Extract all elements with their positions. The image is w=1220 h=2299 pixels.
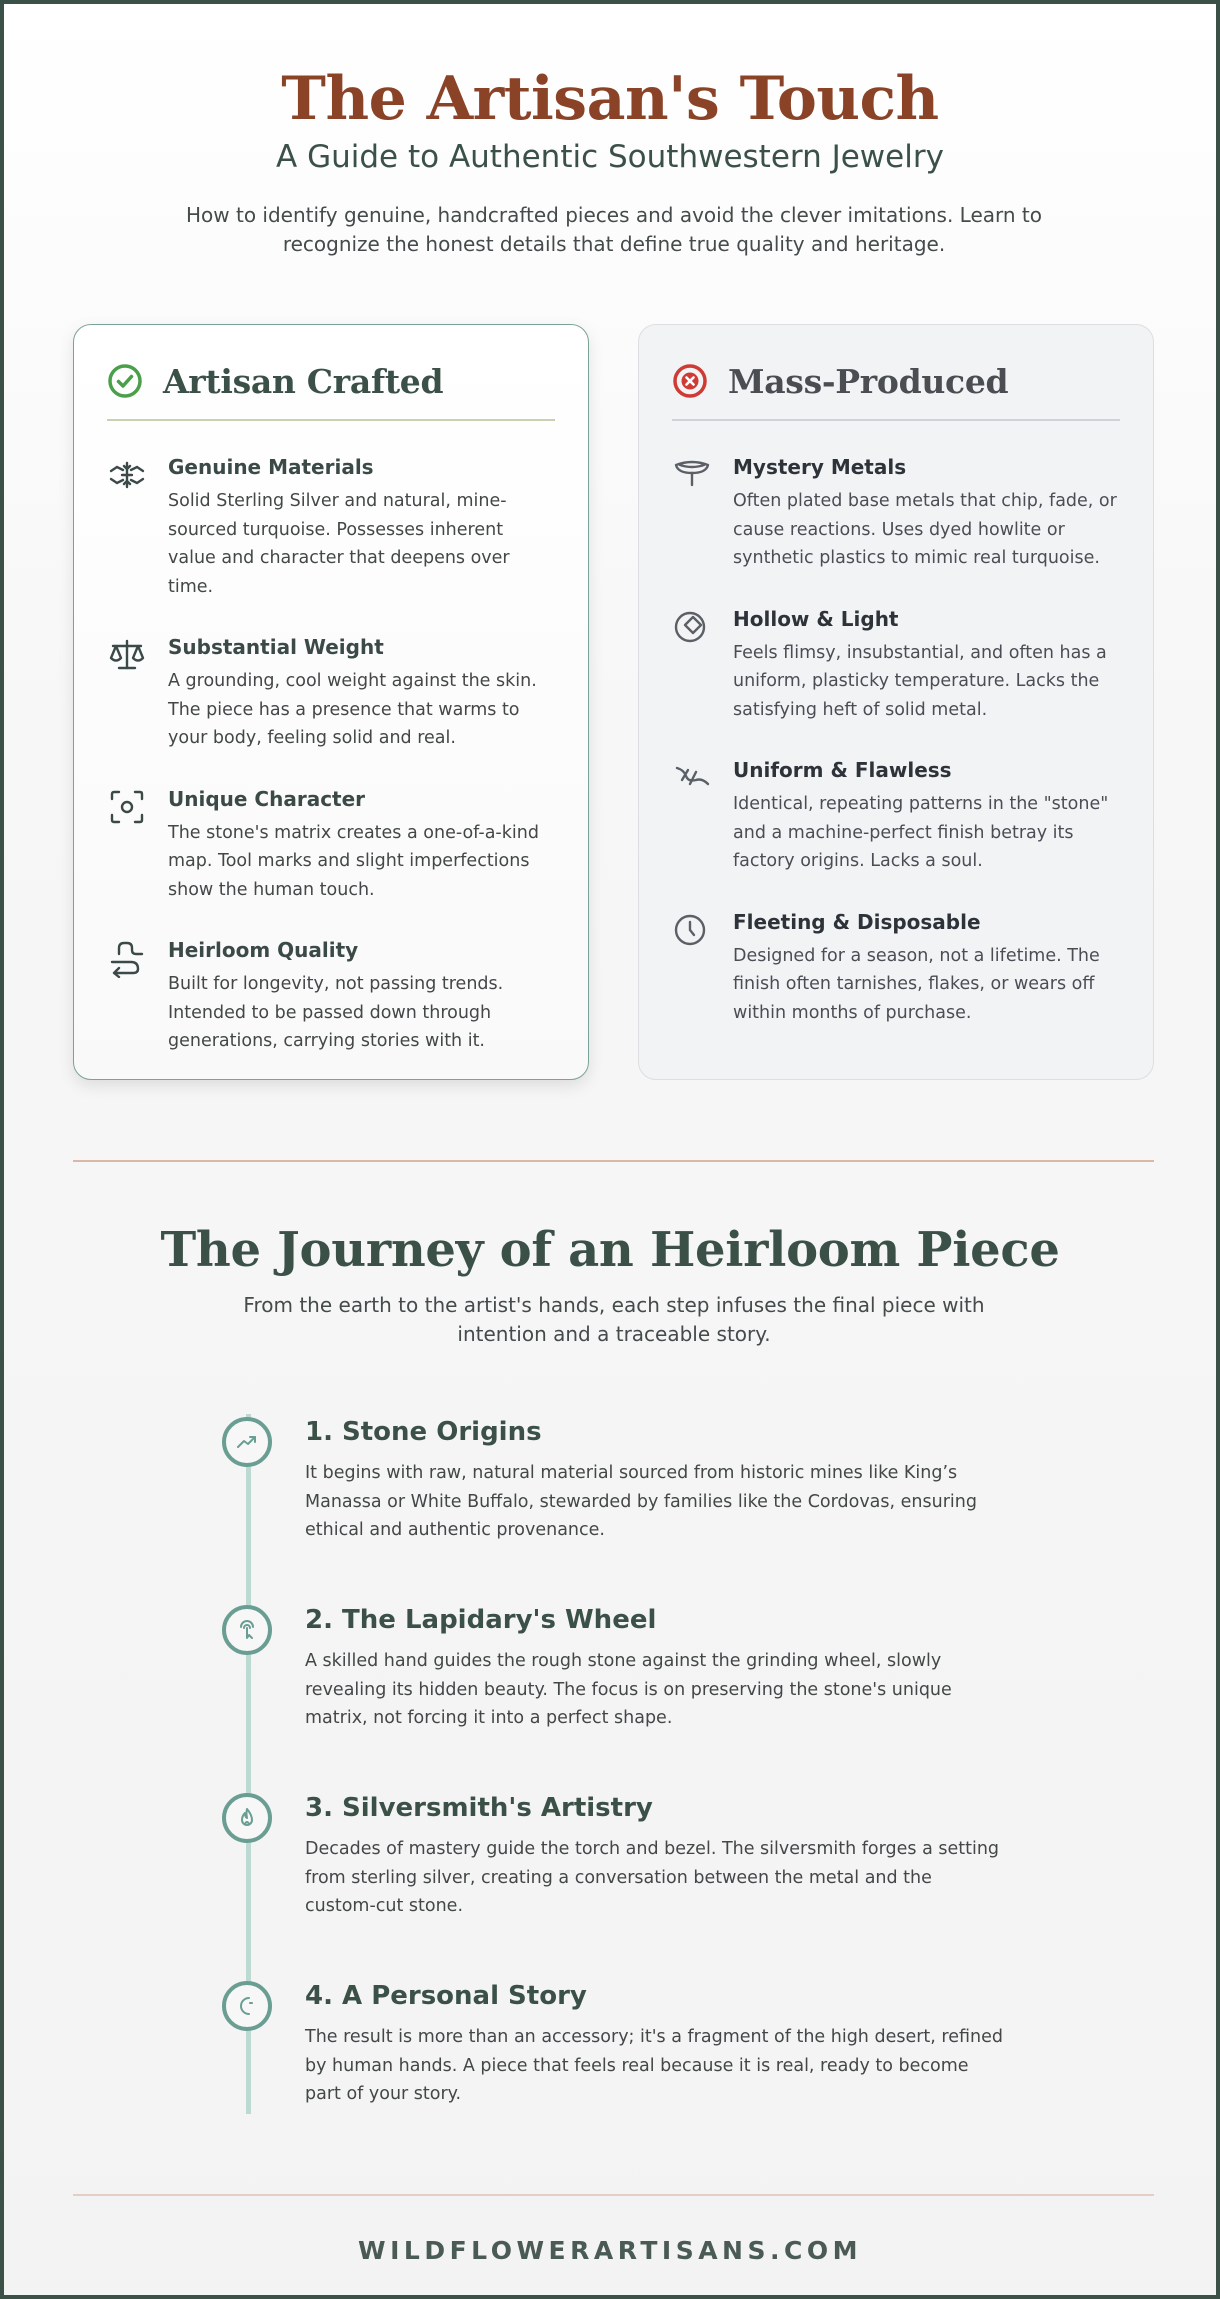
footer-site-link[interactable]: WILDFLOWERARTISANS.COM (358, 2236, 862, 2265)
feature-item (672, 455, 1120, 573)
step-title: 3. Silversmith's Artistry (305, 1793, 653, 1823)
feature-title: Hollow & Light (733, 606, 899, 631)
feature-title: Mystery Metals (733, 455, 907, 479)
feature-title: Substantial Weight (168, 635, 384, 659)
feature-title: Fleeting & Disposable (733, 909, 981, 934)
scribble-icon (672, 758, 712, 798)
x-circle-icon (672, 363, 708, 399)
step-marker (222, 1981, 272, 2031)
step-title: 4. A Personal Story (305, 1981, 587, 2011)
feature-item (107, 938, 555, 1056)
mass-card-title: Mass-Produced (728, 361, 1009, 401)
step-marker (222, 1793, 272, 1843)
mass-produced-card (638, 324, 1154, 1080)
feature-desc: Built for longevity, not passing trends. Intended to be passed down through generations, carrying stories with it. (168, 974, 504, 1051)
feature-desc: The stone's matrix creates a one-of-a-kind map. Tool marks and slight imperfections show the human touch. (168, 822, 539, 900)
artisan-card-divider (107, 419, 555, 421)
feature-item (672, 910, 1120, 1028)
feature-desc: Identical, repeating patterns in the "stone" and a machine-perfect finish betray its factory origins. Lacks a soul. (733, 794, 1109, 871)
feature-item (107, 455, 555, 601)
journey-intro: From the earth to the artist's hands, each step infuses the final piece with intention and a traceable story. (243, 1293, 985, 1346)
journey-title: The Journey of an Heirloom Piece (160, 1222, 1060, 1278)
feature-title: Uniform & Flawless (733, 758, 952, 782)
pointer-icon (235, 1618, 259, 1642)
trend-icon (235, 1430, 259, 1454)
feature-desc: Feels flimsy, insubstantial, and often has a uniform, plasticky temperature. Lacks the satisfying heft of solid metal. (733, 642, 1107, 720)
feature-desc: Often plated base metals that chip, fade, or cause reactions. Uses dyed howlite or synthetic plastics to mimic real turquoise. (733, 491, 1117, 568)
flame-icon (235, 1806, 259, 1830)
intro-text: How to identify genuine, handcrafted pieces and avoid the clever imitations. Learn to recognize the honest details that define true quality and heritage. (186, 203, 1042, 256)
scale-icon (107, 635, 147, 675)
footer-divider (73, 2194, 1154, 2196)
artisan-card-title: Artisan Crafted (163, 361, 444, 401)
mushroom-icon (672, 455, 712, 495)
return-arrow-icon (107, 938, 147, 978)
mass-card-divider (672, 419, 1120, 421)
feature-title: Heirloom Quality (168, 938, 359, 962)
artisan-card (73, 324, 589, 1080)
moon-icon (235, 1994, 259, 2018)
page-title: The Artisan's Touch (281, 64, 939, 134)
feature-item (672, 607, 1120, 725)
step-desc: It begins with raw, natural material sourced from historic mines like King’s Manassa or White Buffalo, stewarded by families like the Cordovas, ensuring ethical and authentic provenance. (305, 1463, 977, 1540)
feature-desc: A grounding, cool weight against the skin. The piece has a presence that warms to your body, feeling solid and real. (168, 671, 537, 748)
mass-card-header (672, 359, 1120, 403)
feature-item (672, 758, 1120, 876)
diamond-circle-icon (672, 607, 712, 647)
page-subtitle: A Guide to Authentic Southwestern Jewelry (276, 139, 944, 175)
focus-icon (107, 787, 147, 827)
step-desc: A skilled hand guides the rough stone against the grinding wheel, slowly revealing its hidden beauty. The focus is on preserving the stone's unique matrix, not forcing it into a perfect shape. (305, 1651, 952, 1728)
check-circle-icon (107, 363, 143, 399)
feature-item (107, 787, 555, 905)
step-title: 1. Stone Origins (305, 1417, 542, 1447)
clock-icon (672, 910, 712, 950)
feature-title: Genuine Materials (168, 455, 374, 479)
feature-item (107, 635, 555, 753)
materials-icon (107, 455, 147, 495)
artisan-card-header (107, 359, 555, 403)
step-marker (222, 1417, 272, 1467)
feature-desc: Solid Sterling Silver and natural, mine-sourced turquoise. Possesses inherent value and character that deepens over time. (168, 491, 510, 597)
step-desc: Decades of mastery guide the torch and bezel. The silversmith forges a setting from sterling silver, creating a conversation between the metal and the custom-cut stone. (305, 1839, 1000, 1916)
feature-title: Unique Character (168, 786, 366, 811)
step-desc: The result is more than an accessory; it's a fragment of the high desert, refined by human hands. A piece that feels real because it is real, ready to become part of your story. (305, 2027, 1003, 2104)
step-title: 2. The Lapidary's Wheel (305, 1605, 657, 1635)
section-divider (73, 1160, 1154, 1162)
step-marker (222, 1605, 272, 1655)
feature-desc: Designed for a season, not a lifetime. The finish often tarnishes, flakes, or wears off within months of purchase. (733, 945, 1100, 1023)
